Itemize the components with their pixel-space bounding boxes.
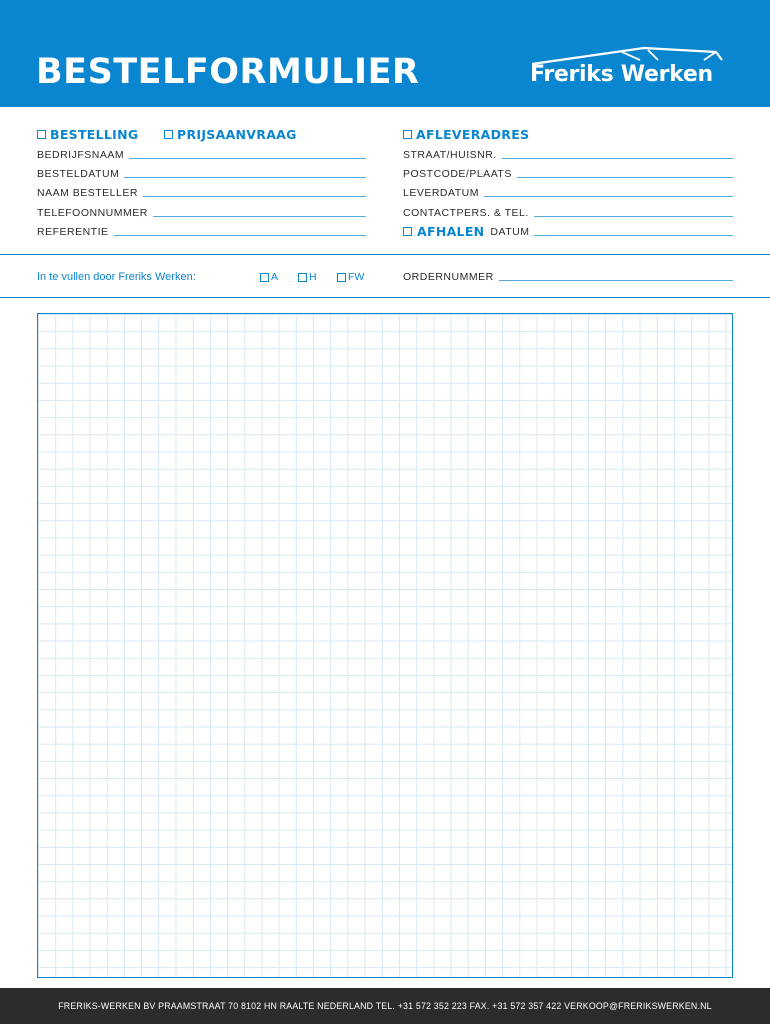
field-besteldatum[interactable] — [37, 166, 366, 180]
field-input-line[interactable] — [534, 235, 733, 236]
field-label: REFERENTIE — [37, 226, 109, 238]
field-straat-huisnr[interactable] — [403, 147, 733, 161]
field-leverdatum[interactable] — [403, 185, 733, 199]
field-contactpersoon[interactable] — [403, 205, 733, 219]
field-telefoonnummer[interactable] — [37, 205, 366, 219]
footer-contact-info: FRERIKS-WERKEN BV PRAAMSTRAAT 70 8102 HN RAALTE NEDERLAND TEL. +31 572 352 223 FAX. +31 572 357 422 VERKOOP@FRERIKSWERKEN.NL — [58, 1001, 712, 1011]
field-input-line[interactable] — [484, 196, 733, 197]
field-bedrijfsnaam[interactable] — [37, 147, 366, 161]
company-logo — [526, 44, 736, 94]
field-label: BEDRIJFSNAAM — [37, 149, 125, 161]
field-input-line[interactable] — [124, 177, 366, 178]
afleveradres-option[interactable] — [403, 127, 529, 142]
field-label: NAAM BESTELLER — [37, 187, 138, 199]
option-fw-checkbox[interactable] — [337, 273, 346, 282]
bestelling-checkbox[interactable] — [37, 130, 46, 139]
field-input-line[interactable] — [517, 177, 733, 178]
divider-bottom — [0, 297, 770, 298]
prijsaanvraag-label: PRIJSAANVRAAG — [177, 127, 297, 142]
field-ordernummer[interactable] — [403, 269, 733, 283]
field-naam-besteller[interactable] — [37, 185, 366, 199]
field-postcode-plaats[interactable] — [403, 166, 733, 180]
internal-option-h[interactable] — [298, 271, 317, 283]
prijsaanvraag-option[interactable] — [164, 127, 297, 142]
divider-top — [0, 254, 770, 255]
afleveradres-checkbox[interactable] — [403, 130, 412, 139]
field-input-line[interactable] — [153, 216, 366, 217]
option-a-checkbox[interactable] — [260, 273, 269, 282]
internal-option-a[interactable] — [260, 271, 278, 283]
field-input-line[interactable] — [499, 280, 733, 281]
field-input-line[interactable] — [114, 235, 366, 236]
field-label: LEVERDATUM — [403, 187, 479, 199]
field-label: TELEFOONNUMMER — [37, 207, 148, 219]
bestelling-label: BESTELLING — [50, 127, 139, 142]
afhalen-label: AFHALEN — [417, 224, 485, 239]
footer-bar — [0, 988, 770, 1024]
field-input-line[interactable] — [534, 216, 733, 217]
logo-text: Freriks Werken — [530, 62, 713, 87]
field-label: ORDERNUMMER — [403, 271, 494, 283]
page-title: BESTELFORMULIER — [36, 52, 420, 92]
field-input-line[interactable] — [143, 196, 366, 197]
field-referentie[interactable] — [37, 224, 366, 238]
header-bar — [0, 0, 770, 107]
field-afhalen-datum[interactable] — [403, 224, 733, 238]
prijsaanvraag-checkbox[interactable] — [164, 130, 173, 139]
field-label: CONTACTPERS. & TEL. — [403, 207, 529, 219]
internal-option-fw[interactable] — [337, 271, 364, 283]
internal-label: In te vullen door Freriks Werken: — [37, 271, 196, 283]
drawing-grid[interactable] — [37, 313, 733, 978]
bestelling-option[interactable] — [37, 127, 138, 142]
option-fw-label: FW — [348, 271, 365, 283]
afleveradres-label: AFLEVERADRES — [416, 127, 530, 142]
datum-label: DATUM — [490, 226, 530, 238]
option-a-label: A — [271, 271, 279, 283]
option-h-label: H — [309, 271, 317, 283]
option-h-checkbox[interactable] — [298, 273, 307, 282]
field-label: BESTELDATUM — [37, 168, 120, 180]
field-input-line[interactable] — [502, 158, 733, 159]
field-label: POSTCODE/PLAATS — [403, 168, 512, 180]
field-label: STRAAT/HUISNR. — [403, 149, 497, 161]
afhalen-checkbox[interactable] — [403, 227, 412, 236]
field-input-line[interactable] — [129, 158, 366, 159]
